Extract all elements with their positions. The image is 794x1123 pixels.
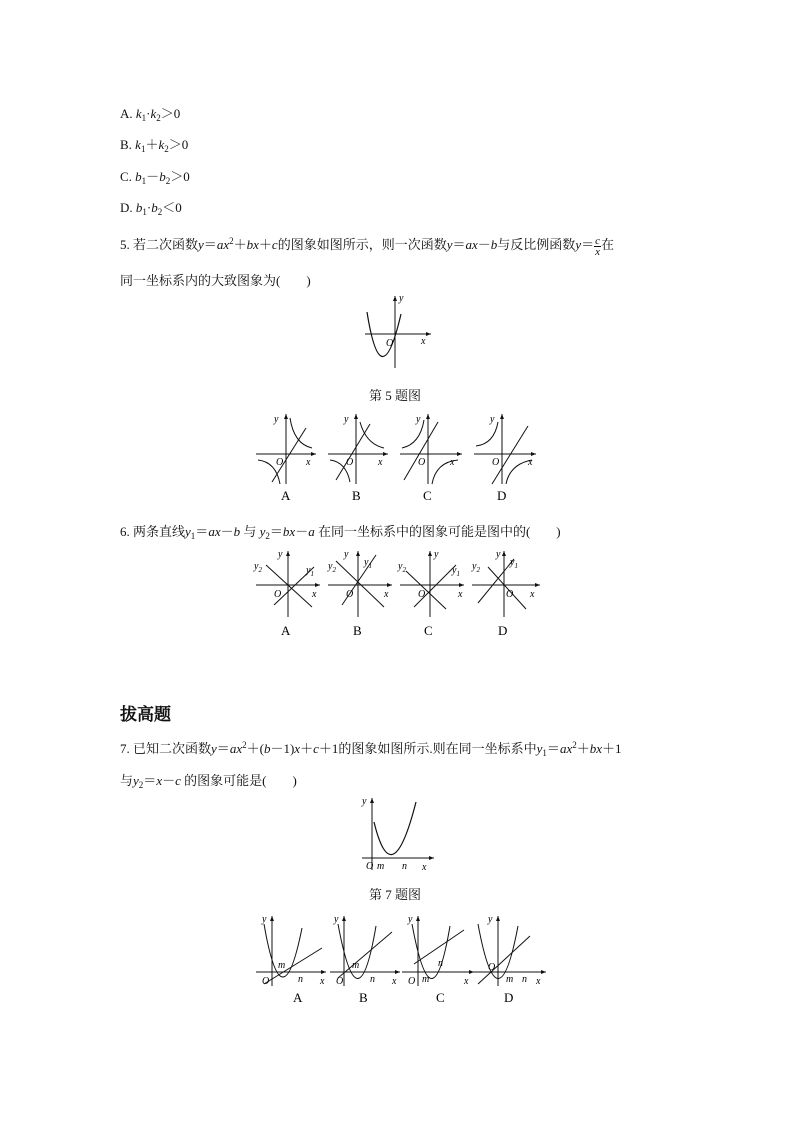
q7-line1: 7. 已知二次函数$y=ax^2+(b-1)x+c+1$的图象如图所示.则在同一坐标系中$y_1=ax^2+bx+1$	[120, 740, 622, 758]
q7-option-d-graph	[474, 914, 546, 987]
q7-choice-d: D	[504, 990, 514, 1005]
svg-text:O: O	[492, 457, 500, 468]
q7-option-b-graph	[330, 914, 400, 987]
svg-text:y1: $y_1$	[364, 557, 372, 570]
q5-option-d-graph	[474, 414, 536, 484]
svg-text:y: y	[344, 549, 349, 560]
svg-text:O: O	[386, 338, 394, 349]
q5-option-a-graph	[256, 414, 316, 484]
svg-text:y1: $y_1$	[306, 565, 314, 578]
svg-text:O: O	[336, 976, 344, 987]
svg-text:y: y	[274, 414, 279, 425]
svg-text:x: x	[528, 457, 533, 468]
svg-text:x: x	[306, 457, 311, 468]
q6-option-a-graph	[253, 549, 320, 617]
svg-text:O: O	[262, 976, 270, 987]
q5-option-c-graph	[400, 414, 462, 484]
svg-text:x: x	[450, 457, 455, 468]
svg-text:y: y	[362, 796, 367, 807]
svg-text:O: O	[366, 861, 374, 872]
svg-text:O: O	[276, 457, 284, 468]
q7-choice-b: B	[359, 990, 368, 1005]
q6-choice-d: D	[498, 623, 508, 638]
q6-choice-b: B	[353, 623, 362, 638]
svg-text:x: x	[320, 976, 325, 987]
q5-line2: 同一坐标系内的大致图象为( )	[120, 273, 311, 288]
svg-text:n: n	[298, 974, 303, 985]
svg-text:y2: $y_2$	[328, 561, 336, 574]
svg-text:x: x	[458, 589, 463, 600]
q6-option-c-graph	[397, 549, 464, 617]
q5-caption: 第 5 题图	[369, 388, 422, 403]
svg-text:y: y	[399, 293, 404, 304]
svg-text:y: y	[408, 914, 413, 925]
svg-text:m: m	[278, 960, 286, 971]
svg-text:n: n	[370, 974, 375, 985]
q7-option-a-graph	[256, 914, 326, 987]
svg-text:y: y	[278, 549, 283, 560]
svg-text:y: y	[334, 914, 339, 925]
q6-line1: 6. 两条直线$y_1=ax-b$ 与 $y_2=bx-a$ 在同一坐标系中的图象可能是图中的( )	[120, 524, 561, 541]
svg-text:x: x	[378, 457, 383, 468]
svg-text:y: y	[344, 414, 349, 425]
svg-text:O: O	[274, 589, 282, 600]
q6-option-d-graph	[471, 549, 540, 617]
svg-text:x: x	[312, 589, 317, 600]
svg-text:m: m	[377, 861, 385, 872]
svg-text:y: y	[490, 414, 495, 425]
q7-line2: 与$y_2=x-c$ 的图象可能是( )	[120, 773, 297, 790]
svg-text:n: n	[522, 974, 527, 985]
q5-choice-b: B	[352, 488, 361, 503]
svg-text:x: x	[464, 976, 469, 987]
q7-choice-c: C	[436, 990, 445, 1005]
q6-options-figure	[250, 545, 550, 645]
q6-choice-c: C	[424, 623, 433, 638]
q5-option-b-graph	[328, 414, 388, 484]
svg-text:O: O	[418, 457, 426, 468]
svg-text:O: O	[506, 589, 514, 600]
svg-text:y1: $y_1$	[452, 565, 460, 578]
q5-choice-a: A	[281, 488, 291, 503]
option-a: A. $k_1\cdot k_2>0$	[120, 106, 181, 123]
svg-text:y: y	[416, 414, 421, 425]
q5-parabola-figure	[355, 290, 435, 370]
svg-text:m: m	[352, 960, 360, 971]
svg-text:y2: $y_2$	[398, 561, 406, 574]
svg-text:n: n	[402, 861, 407, 872]
q7-option-c-graph	[402, 914, 474, 987]
svg-text:O: O	[346, 589, 354, 600]
option-c: C. $b_1-b_2>0$	[120, 169, 190, 186]
svg-text:O: O	[346, 457, 354, 468]
svg-text:O: O	[408, 976, 416, 987]
section-title: 拔高题	[120, 705, 171, 725]
q5-options-figure	[252, 408, 552, 506]
q6-choice-a: A	[281, 623, 291, 638]
svg-text:x: x	[392, 976, 397, 987]
svg-text:y: y	[262, 914, 267, 925]
svg-text:x: x	[536, 976, 541, 987]
svg-text:y1: $y_1$	[510, 557, 518, 570]
q6-option-b-graph	[327, 549, 392, 617]
svg-text:x: x	[422, 862, 427, 872]
svg-text:n: n	[438, 958, 443, 969]
svg-text:y: y	[434, 549, 439, 560]
svg-text:x: x	[421, 336, 426, 347]
svg-text:y: y	[496, 549, 501, 560]
option-d: D. $b_1\cdot b_2<0$	[120, 200, 182, 217]
svg-text:y: y	[488, 914, 493, 925]
svg-text:y2: $y_2$	[254, 561, 262, 574]
svg-text:x: x	[384, 589, 389, 600]
svg-text:x: x	[530, 589, 535, 600]
q5-choice-c: C	[423, 488, 432, 503]
q7-options-figure	[252, 908, 552, 1008]
q7-caption: 第 7 题图	[369, 887, 422, 902]
svg-text:m: m	[422, 974, 430, 985]
svg-text:O: O	[418, 589, 426, 600]
q5-choice-d: D	[497, 488, 507, 503]
q7-parabola-figure	[360, 792, 440, 872]
option-b: B. $k_1+k_2>0$	[120, 137, 189, 154]
svg-text:O: O	[488, 962, 496, 973]
q7-choice-a: A	[293, 990, 303, 1005]
q5-line1: 5. 若二次函数$y=ax^2+bx+c$的图象如图所示，则一次函数y＝ax－b与反比例函数y＝ $\frac{c}{x}$ 在	[120, 234, 615, 258]
svg-text:y2: $y_2$	[472, 561, 480, 574]
svg-text:m: m	[506, 974, 514, 985]
